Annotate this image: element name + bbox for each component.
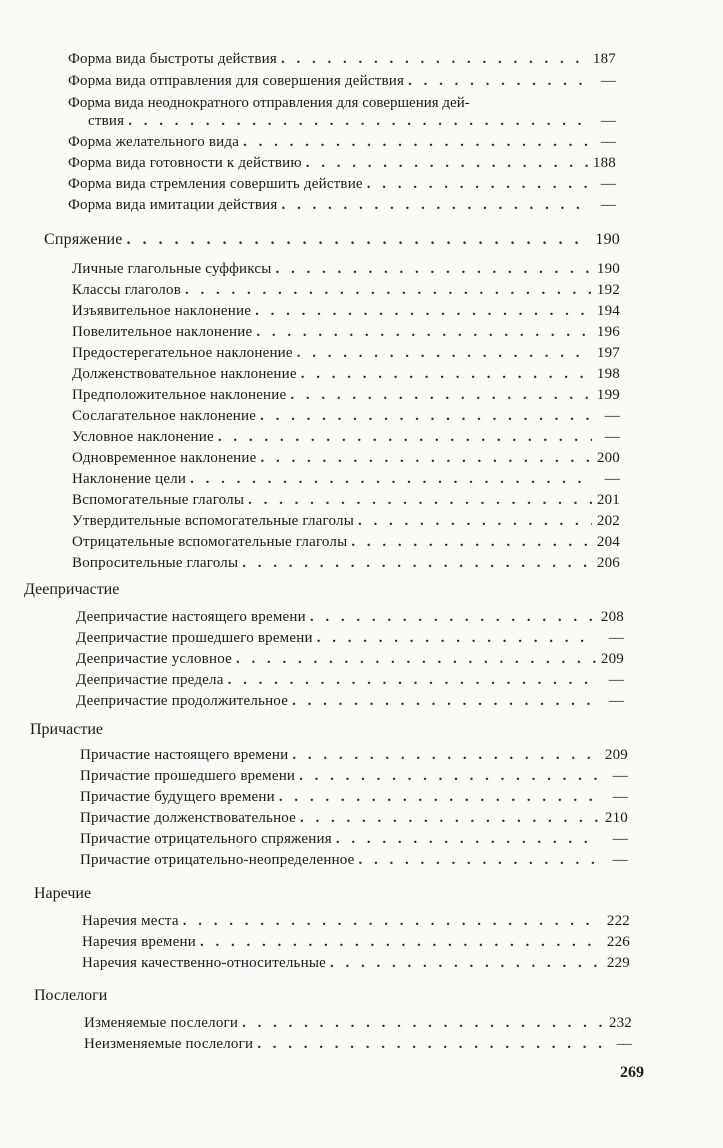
- entry-label: Причастие отрицательного спряжения: [80, 831, 332, 847]
- leader-dots: [190, 470, 592, 489]
- toc-entry: [82, 912, 630, 931]
- toc-entry: [76, 608, 624, 627]
- entry-page: —: [608, 630, 624, 646]
- toc-entry: [82, 954, 630, 973]
- entry-label: Форма желательного вида: [68, 134, 240, 150]
- leader-dots: [228, 671, 596, 690]
- entry-page: —: [604, 429, 620, 445]
- toc-entry: [72, 386, 620, 405]
- leader-dots: [127, 230, 592, 249]
- leader-dots: [336, 830, 600, 849]
- leader-dots: [261, 449, 593, 468]
- leader-dots: [408, 72, 588, 91]
- entry-page: 190: [596, 261, 620, 277]
- toc-entry: [72, 344, 620, 363]
- section-label: Спряжение: [44, 231, 123, 248]
- leader-dots: [200, 933, 602, 952]
- leader-dots: [317, 629, 596, 648]
- entry-label: Деепричастие прошедшего времени: [76, 630, 313, 646]
- entry-page: 222: [606, 913, 630, 929]
- entry-label: Причастие настоящего времени: [80, 747, 289, 763]
- toc-entry: [68, 72, 616, 91]
- entry-page: 210: [604, 810, 628, 826]
- leader-dots: [248, 491, 592, 510]
- entry-page: 202: [596, 513, 620, 529]
- leader-dots: [297, 344, 592, 363]
- toc-entry: [76, 629, 624, 648]
- entry-label: Форма вида стремления совершить действие: [68, 176, 363, 192]
- entry-page: 187: [592, 51, 616, 67]
- section-heading-conjugation: [44, 230, 620, 249]
- toc-entry: [72, 428, 620, 447]
- entry-page: —: [608, 672, 624, 688]
- entry-label: Причастие прошедшего времени: [80, 768, 296, 784]
- leader-dots: [358, 512, 592, 531]
- entry-label: Неизменяемые послелоги: [84, 1036, 254, 1052]
- entry-label: Повелительное наклонение: [72, 324, 253, 340]
- leader-dots: [292, 746, 600, 765]
- toc-entry: [68, 154, 616, 173]
- entry-label: Деепричастие продолжительное: [76, 693, 289, 709]
- toc-entry: [68, 196, 616, 215]
- entry-label: Причастие долженствовательное: [80, 810, 297, 826]
- toc-entry: [80, 809, 628, 828]
- entry-label: Сослагательное наклонение: [72, 408, 257, 424]
- entry-label: Наречия качественно-относительные: [82, 955, 326, 971]
- entry-label: Причастие отрицательно-неопределенное: [80, 852, 355, 868]
- leader-dots: [359, 851, 600, 870]
- toc-entry: [88, 112, 616, 131]
- leader-dots: [218, 428, 592, 447]
- entry-page: 192: [596, 282, 620, 298]
- leader-dots: [260, 407, 592, 426]
- section-heading-adverb: Наречие: [34, 885, 92, 902]
- entry-label: Наречия места: [82, 913, 179, 929]
- leader-dots: [306, 154, 588, 173]
- entry-page: —: [616, 1036, 632, 1052]
- toc-entry: [72, 554, 620, 573]
- toc-entry: [76, 650, 624, 669]
- entry-label: Форма вида отправления для совершения действия: [68, 73, 405, 89]
- toc-entry: [72, 512, 620, 531]
- entry-page: —: [600, 73, 616, 89]
- toc-entry: [68, 175, 616, 194]
- leader-dots: [255, 302, 592, 321]
- entry-label: Форма вида готовности к действию: [68, 155, 302, 171]
- entry-label: ствия: [88, 113, 125, 129]
- entry-page: 198: [596, 366, 620, 382]
- entry-label: Наречия времени: [82, 934, 196, 950]
- entry-label: Долженствовательное наклонение: [72, 366, 297, 382]
- leader-dots: [279, 788, 600, 807]
- entry-label: Деепричастие настоящего времени: [76, 609, 306, 625]
- toc-entry: [76, 692, 624, 711]
- entry-label: Одновременное наклонение: [72, 450, 257, 466]
- leader-dots: [242, 554, 592, 573]
- leader-dots: [300, 809, 600, 828]
- toc-entry: [84, 1014, 632, 1033]
- entry-page: —: [608, 693, 624, 709]
- toc-entry: [80, 851, 628, 870]
- entry-label: Форма вида неоднократного отправления для совершения дей-: [68, 95, 470, 111]
- leader-dots: [290, 386, 592, 405]
- leader-dots: [128, 112, 588, 131]
- entry-page: —: [604, 471, 620, 487]
- toc-entry: [72, 260, 620, 279]
- leader-dots: [367, 175, 588, 194]
- toc-entry: [72, 449, 620, 468]
- leader-dots: [281, 50, 588, 69]
- toc-entry: [82, 933, 630, 952]
- toc-entry: [72, 470, 620, 489]
- entry-page: 201: [596, 492, 620, 508]
- entry-label: Предостерегательное наклонение: [72, 345, 293, 361]
- leader-dots: [257, 1035, 604, 1054]
- toc-entry: [72, 533, 620, 552]
- entry-label: Условное наклонение: [72, 429, 214, 445]
- entry-label: Деепричастие предела: [76, 672, 224, 688]
- entry-label: Изменяемые послелоги: [84, 1015, 239, 1031]
- entry-label: Форма вида быстроты действия: [68, 51, 278, 67]
- toc-entry: [72, 365, 620, 384]
- toc-entry: [68, 50, 616, 69]
- entry-label: Вспомогательные глаголы: [72, 492, 245, 508]
- entry-page: 204: [596, 534, 620, 550]
- entry-label: Деепричастие условное: [76, 651, 232, 667]
- toc-entry: [80, 788, 628, 807]
- entry-page: 200: [596, 450, 620, 466]
- leader-dots: [301, 365, 592, 384]
- leader-dots: [185, 281, 592, 300]
- leader-dots: [351, 533, 592, 552]
- entry-page: —: [604, 408, 620, 424]
- leader-dots: [236, 650, 596, 669]
- entry-label: Предположительное наклонение: [72, 387, 287, 403]
- entry-page: —: [612, 852, 628, 868]
- entry-label: Изъявительное наклонение: [72, 303, 252, 319]
- entry-page: 209: [600, 651, 624, 667]
- leader-dots: [292, 692, 596, 711]
- leader-dots: [183, 912, 602, 931]
- leader-dots: [330, 954, 602, 973]
- toc-entry: [72, 281, 620, 300]
- entry-page: 194: [596, 303, 620, 319]
- entry-label: Личные глагольные суффиксы: [72, 261, 272, 277]
- section-heading-participle: Причастие: [30, 721, 104, 738]
- toc-entry: [80, 830, 628, 849]
- entry-page: —: [612, 789, 628, 805]
- section-heading-postpositions: Послелоги: [34, 987, 108, 1004]
- entry-page: —: [600, 176, 616, 192]
- toc-entry: [72, 491, 620, 510]
- entry-page: 188: [592, 155, 616, 171]
- toc-entry: [72, 407, 620, 426]
- entry-page: 199: [596, 387, 620, 403]
- leader-dots: [276, 260, 592, 279]
- entry-label: Форма вида имитации действия: [68, 197, 278, 213]
- toc-entry: [84, 1035, 632, 1054]
- toc-entry: [80, 767, 628, 786]
- entry-page: 232: [608, 1015, 632, 1031]
- page-number: 269: [620, 1064, 644, 1081]
- toc-entry: [80, 746, 628, 765]
- leader-dots: [243, 133, 588, 152]
- entry-label: Вопросительные глаголы: [72, 555, 239, 571]
- toc-entry: [76, 671, 624, 690]
- entry-label: Причастие будущего времени: [80, 789, 275, 805]
- entry-label: Утвердительные вспомогательные глаголы: [72, 513, 354, 529]
- leader-dots: [281, 196, 588, 215]
- entry-page: —: [612, 768, 628, 784]
- entry-page: 206: [596, 555, 620, 571]
- toc-entry: [68, 133, 616, 152]
- leader-dots: [299, 767, 600, 786]
- entry-label: Наклонение цели: [72, 471, 187, 487]
- leader-dots: [310, 608, 596, 627]
- entry-page: 196: [596, 324, 620, 340]
- entry-label: Отрицательные вспомогательные глаголы: [72, 534, 348, 550]
- entry-page: 226: [606, 934, 630, 950]
- entry-page: —: [600, 134, 616, 150]
- entry-page: 208: [600, 609, 624, 625]
- entry-page: 190: [595, 231, 620, 248]
- entry-label: Классы глаголов: [72, 282, 181, 298]
- leader-dots: [256, 323, 592, 342]
- section-heading-gerund: Деепричастие: [24, 581, 120, 598]
- toc-entry: [72, 323, 620, 342]
- entry-page: —: [600, 113, 616, 129]
- entry-page: 197: [596, 345, 620, 361]
- toc-entry: [72, 302, 620, 321]
- entry-page: —: [600, 197, 616, 213]
- entry-page: 209: [604, 747, 628, 763]
- entry-page: —: [612, 831, 628, 847]
- entry-page: 229: [606, 955, 630, 971]
- leader-dots: [242, 1014, 604, 1033]
